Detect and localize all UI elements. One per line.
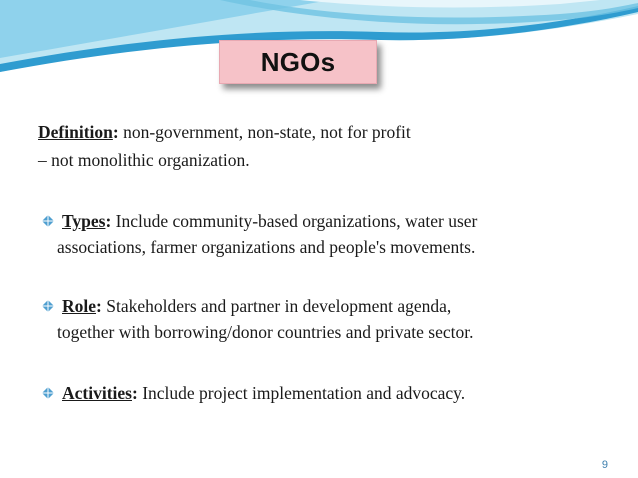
bullet-role-colon: : bbox=[96, 296, 102, 316]
bullet-types-text-1: Include community-based organizations, water user bbox=[111, 211, 478, 231]
definition-line-2: – not monolithic organization. bbox=[38, 150, 250, 170]
definition-block bbox=[38, 118, 598, 174]
definition-text-1: non-government, non-state, not for profit bbox=[118, 122, 411, 142]
bullet-types-colon: : bbox=[105, 211, 112, 231]
diamond-bullet-icon bbox=[42, 387, 54, 399]
bullet-activities-colon: : bbox=[131, 383, 138, 403]
definition-colon: : bbox=[112, 122, 119, 142]
diamond-bullet-icon bbox=[42, 215, 54, 227]
bullet-activities-line-1 bbox=[42, 380, 602, 406]
bullet-role-line-1 bbox=[42, 293, 602, 319]
bullet-role-label: Role bbox=[62, 296, 97, 316]
slide-title: NGOs bbox=[260, 46, 336, 77]
bullet-activities bbox=[42, 380, 602, 406]
bullet-activities-label: Activities bbox=[62, 383, 132, 403]
page-number: 9 bbox=[601, 459, 608, 471]
bullet-role-text-1: Stakeholders and partner in development agenda, bbox=[101, 296, 452, 316]
bullet-role-line-2: together with borrowing/donor countries and private sector. bbox=[57, 322, 474, 342]
bullet-types bbox=[42, 208, 602, 260]
bullet-types-line-1 bbox=[42, 208, 602, 234]
definition-label: Definition bbox=[38, 122, 113, 142]
title-box bbox=[219, 40, 377, 84]
bullet-types-label: Types bbox=[62, 211, 106, 231]
diamond-bullet-icon bbox=[42, 300, 54, 312]
bullet-types-line-2: associations, farmer organizations and people's movements. bbox=[57, 237, 476, 257]
bullet-role bbox=[42, 293, 602, 345]
bullet-activities-text-1: Include project implementation and advocacy. bbox=[137, 383, 466, 403]
definition-line-1 bbox=[38, 118, 598, 146]
